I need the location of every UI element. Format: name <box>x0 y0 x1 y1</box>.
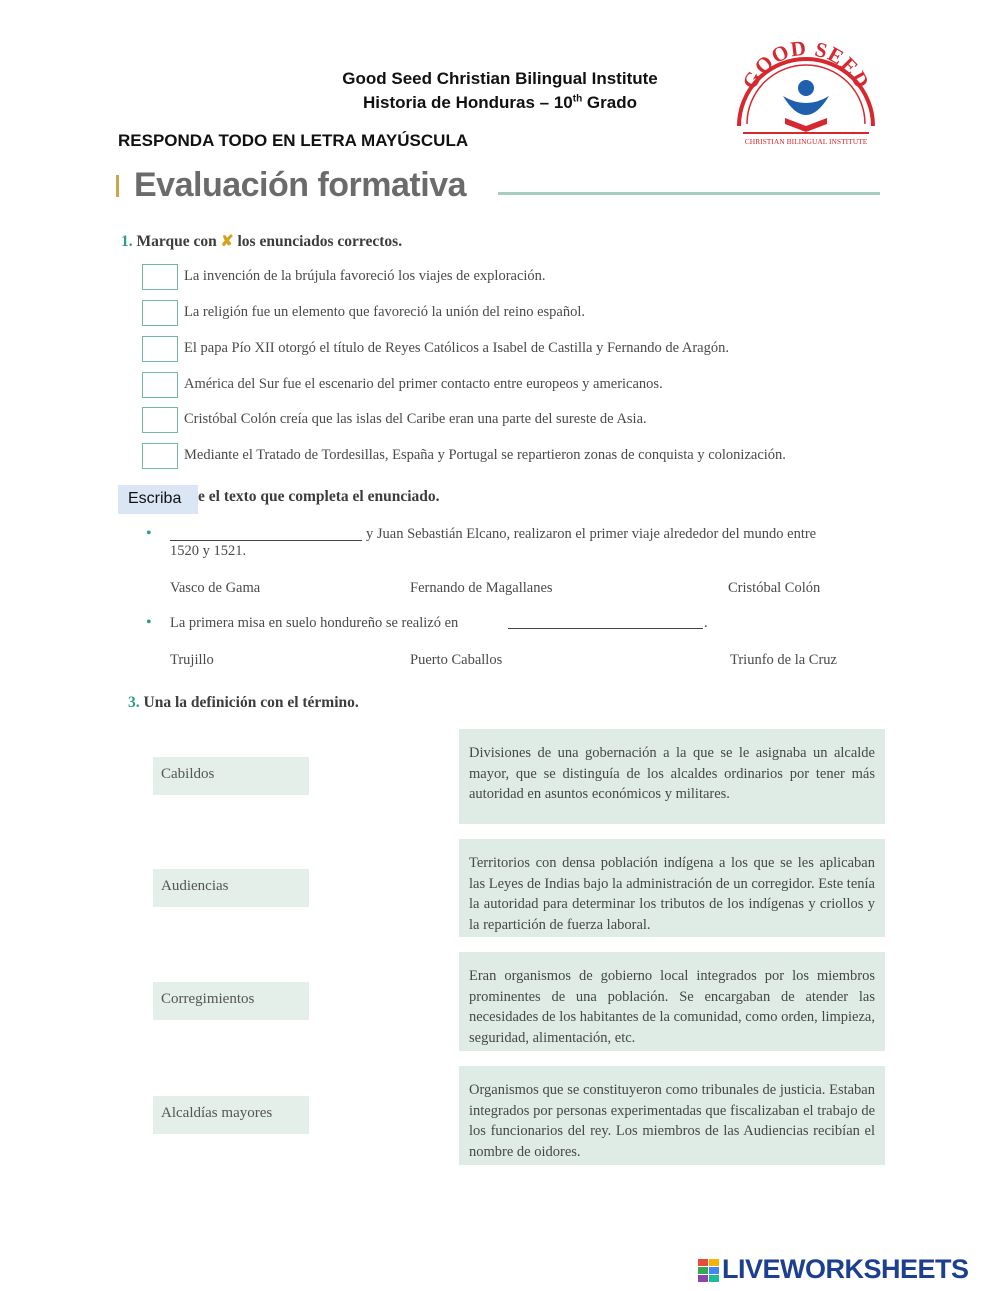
term-box-2[interactable]: Audiencias <box>153 869 309 907</box>
definition-box-4[interactable]: Organismos que se constituyeron como tribunales de justicia. Estaban integrados por personas experimentadas que fiscalizaban el trabajo de los funcionarios del rey. Los miembros de las Audiencias recibían el nombre de oidores. <box>459 1066 885 1165</box>
q2-answer-blank-1[interactable] <box>170 540 362 541</box>
q1-checkbox-3[interactable] <box>142 336 178 362</box>
q1-checkbox-5[interactable] <box>142 407 178 433</box>
title-accent-bar <box>116 175 119 197</box>
q2-item2-end: . <box>704 615 708 631</box>
q2-item1-option-3: Cristóbal Colón <box>728 580 821 596</box>
write-label-box: Escriba <box>118 485 198 514</box>
definition-box-3[interactable]: Eran organismos de gobierno local integrados por los miembros prominentes de una población. Se encargaban de atender las necesidades de los habitantes de la comunidad, como orden, limpieza, seguridad, alimentación, etc. <box>459 952 885 1051</box>
q2-item1-option-2: Fernando de Magallanes <box>410 580 553 596</box>
q1-statement-3: El papa Pío XII otorgó el título de Reyes Católicos a Isabel de Castilla y Fernando de Aragón. <box>184 340 729 356</box>
q2-item1-text: y Juan Sebastián Elcano, realizaron el primer viaje alrededor del mundo entre <box>366 526 817 542</box>
term-box-4[interactable]: Alcaldías mayores <box>153 1096 309 1134</box>
q1-checkbox-6[interactable] <box>142 443 178 469</box>
definition-box-2[interactable]: Territorios con densa población indígena a los que se les aplicaban las Leyes de Indias bajo la administración de un corregidor. Este tenía la autoridad para determinar los tributos de los indígenas y criollos y la repartición de fuerza laboral. <box>459 839 885 937</box>
q1-checkbox-1[interactable] <box>142 264 178 290</box>
q2-item1-option-1: Vasco de Gama <box>170 580 261 596</box>
q2-item2-text: La primera misa en suelo hondureño se realizó en <box>170 615 459 631</box>
q1-title: 1. Marque con ✘ los enunciados correctos. <box>121 233 403 250</box>
school-logo <box>733 38 879 148</box>
logo-figure-head <box>798 80 814 96</box>
logo-figure-body <box>783 96 829 115</box>
term-box-3[interactable]: Corregimientos <box>153 982 309 1020</box>
course-title: Historia de Honduras – 10th Grado <box>363 93 637 112</box>
q2-item2-option-3: Triunfo de la Cruz <box>730 652 837 668</box>
q2-title: e el texto que completa el enunciado. <box>198 488 440 505</box>
school-name: Good Seed Christian Bilingual Institute <box>342 69 658 88</box>
logo-top-text: GOOD SEED <box>737 38 875 93</box>
x-mark-icon: ✘ <box>220 233 234 250</box>
q2-item2-option-2: Puerto Caballos <box>410 652 503 668</box>
bullet-icon: • <box>146 614 152 631</box>
title-rule <box>498 192 880 195</box>
q2-item1-text-line2: 1520 y 1521. <box>170 543 247 559</box>
term-box-1[interactable]: Cabildos <box>153 757 309 795</box>
q2-item2-option-1: Trujillo <box>170 652 214 668</box>
definition-box-1[interactable]: Divisiones de una gobernación a la que se le asignaba un alcalde mayor, que se distinguía de los alcaldes ordinarios por tener más autoridad en asuntos económicos y militares. <box>459 729 885 824</box>
section-title: Evaluación formativa <box>134 166 467 204</box>
q2-answer-blank-2[interactable] <box>508 628 703 629</box>
q1-statement-5: Cristóbal Colón creía que las islas del Caribe eran una parte del sureste de Asia. <box>184 411 647 427</box>
liveworksheets-logo-icon <box>698 1259 720 1283</box>
q3-title: 3. Una la definición con el término. <box>128 694 359 711</box>
q1-statement-2: La religión fue un elemento que favoreció la unión del reino español. <box>184 304 586 320</box>
instruction-caps: RESPONDA TODO EN LETRA MAYÚSCULA <box>118 131 469 150</box>
q1-checkbox-2[interactable] <box>142 300 178 326</box>
liveworksheets-brand[interactable]: LIVEWORKSHEETS <box>722 1254 969 1284</box>
q1-statement-6: Mediante el Tratado de Tordesillas, España y Portugal se repartieron zonas de conquista y colonización. <box>184 447 786 463</box>
book-icon <box>785 118 827 132</box>
logo-bottom-text: CHRISTIAN BILINGUAL INSTITUTE <box>744 137 868 146</box>
bullet-icon: • <box>146 525 152 542</box>
q1-statement-4: América del Sur fue el escenario del primer contacto entre europeos y americanos. <box>184 376 663 392</box>
q1-checkbox-4[interactable] <box>142 372 178 398</box>
q1-statement-1: La invención de la brújula favoreció los viajes de exploración. <box>184 268 546 284</box>
